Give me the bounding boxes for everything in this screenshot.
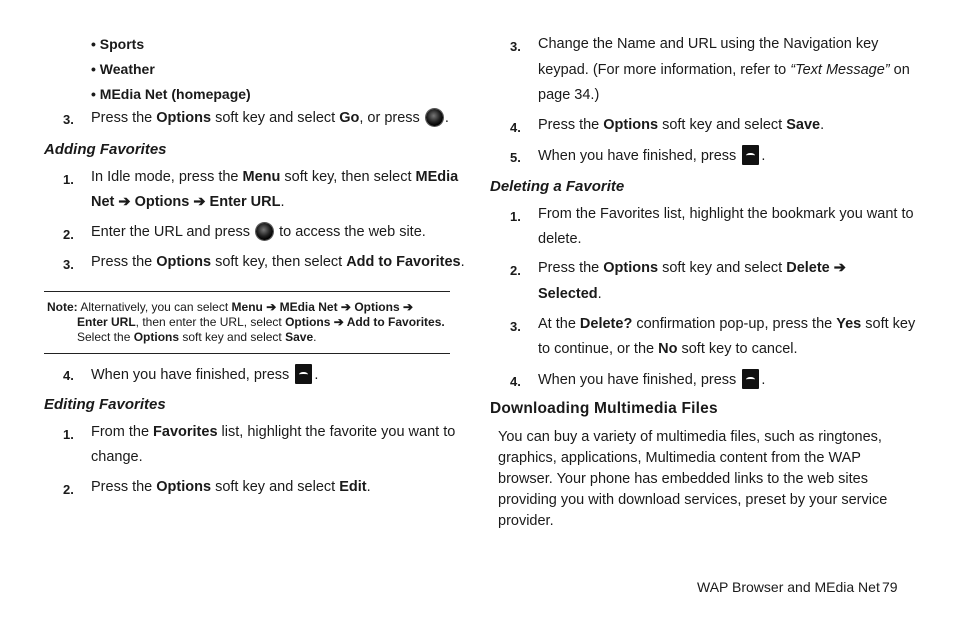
step-number: 1.	[63, 427, 74, 442]
paragraph-line: provider.	[498, 513, 554, 529]
bullet-item: • MEdia Net (homepage)	[91, 86, 251, 102]
footer-section-title: WAP Browser and MEdia Net	[697, 579, 880, 595]
step-text-continued: Net ➔ Options ➔ Enter URL.	[91, 194, 285, 210]
step-number: 2.	[63, 227, 74, 242]
step-number: 4.	[510, 120, 521, 135]
step-text-continued: delete.	[538, 231, 582, 247]
step-number: 1.	[63, 172, 74, 187]
end-key-icon	[742, 145, 759, 165]
step-text: Press the Options soft key and select Save.	[538, 117, 825, 133]
paragraph-line: providing you with download services, preset by your service	[498, 492, 888, 508]
section-heading: Deleting a Favorite	[490, 178, 625, 195]
paragraph-line: You can buy a variety of multimedia files, such as ringtones,	[498, 429, 882, 445]
note-label: Note:	[47, 300, 78, 314]
step-number: 3.	[63, 112, 74, 127]
step-text: From the Favorites list, highlight the bookmark you want to	[538, 206, 914, 222]
step-text: When you have finished, press .	[91, 364, 318, 385]
end-key-icon	[742, 369, 759, 389]
step-text: From the Favorites list, highlight the favorite you want to	[91, 424, 456, 440]
bullet-item: • Weather	[91, 61, 155, 77]
note-box: Note: Alternatively, you can select Menu ➔ MEdia Net ➔ Options ➔ Enter URL, then enter the URL, select Options ➔ Add to Favorites. Select the Options soft key and select Save.	[44, 291, 450, 354]
step-text: When you have finished, press .	[538, 145, 765, 166]
step-number: 5.	[510, 150, 521, 165]
step-text: When you have finished, press .	[538, 369, 765, 390]
step-text: Enter the URL and press to access the web site.	[91, 224, 426, 240]
step-text: Press the Options soft key and select Delete ➔	[538, 260, 846, 276]
step-number: 1.	[510, 209, 521, 224]
step-text-continued: keypad. (For more information, refer to “Text Message” on	[538, 62, 910, 78]
page-number: 79	[882, 579, 898, 595]
section-heading: Adding Favorites	[44, 141, 167, 158]
step-text: Press the Options soft key and select Edit.	[91, 479, 371, 495]
bullet-item: • Sports	[91, 36, 145, 52]
step-text: Change the Name and URL using the Navigation key	[538, 36, 879, 52]
step-text: In Idle mode, press the Menu soft key, then select MEdia	[91, 169, 459, 185]
step-text-continued: change.	[91, 449, 143, 465]
section-heading: Editing Favorites	[44, 396, 166, 413]
navigation-key-icon	[256, 223, 273, 240]
step-text-continued: Selected.	[538, 286, 602, 302]
step-number: 2.	[63, 482, 74, 497]
step-number: 3.	[510, 39, 521, 54]
step-number: 4.	[510, 374, 521, 389]
navigation-key-icon	[426, 109, 443, 126]
paragraph-line: graphics, applications, Multimedia content from the WAP	[498, 450, 861, 466]
step-text-continued: to continue, or the No soft key to cancel.	[538, 341, 798, 357]
step-text: At the Delete? confirmation pop-up, press the Yes soft key	[538, 316, 916, 332]
paragraph-line: browser. Your phone has embedded links to the web sites	[498, 471, 868, 487]
step-text: Press the Options soft key and select Go, or press .	[91, 110, 449, 126]
step-number: 2.	[510, 263, 521, 278]
section-heading: Downloading Multimedia Files	[490, 400, 718, 417]
step-number: 3.	[510, 319, 521, 334]
step-text: Press the Options soft key, then select Add to Favorites.	[91, 254, 465, 270]
step-number: 3.	[63, 257, 74, 272]
end-key-icon	[295, 364, 312, 384]
step-number: 4.	[63, 368, 74, 383]
step-text-continued: page 34.)	[538, 87, 600, 103]
